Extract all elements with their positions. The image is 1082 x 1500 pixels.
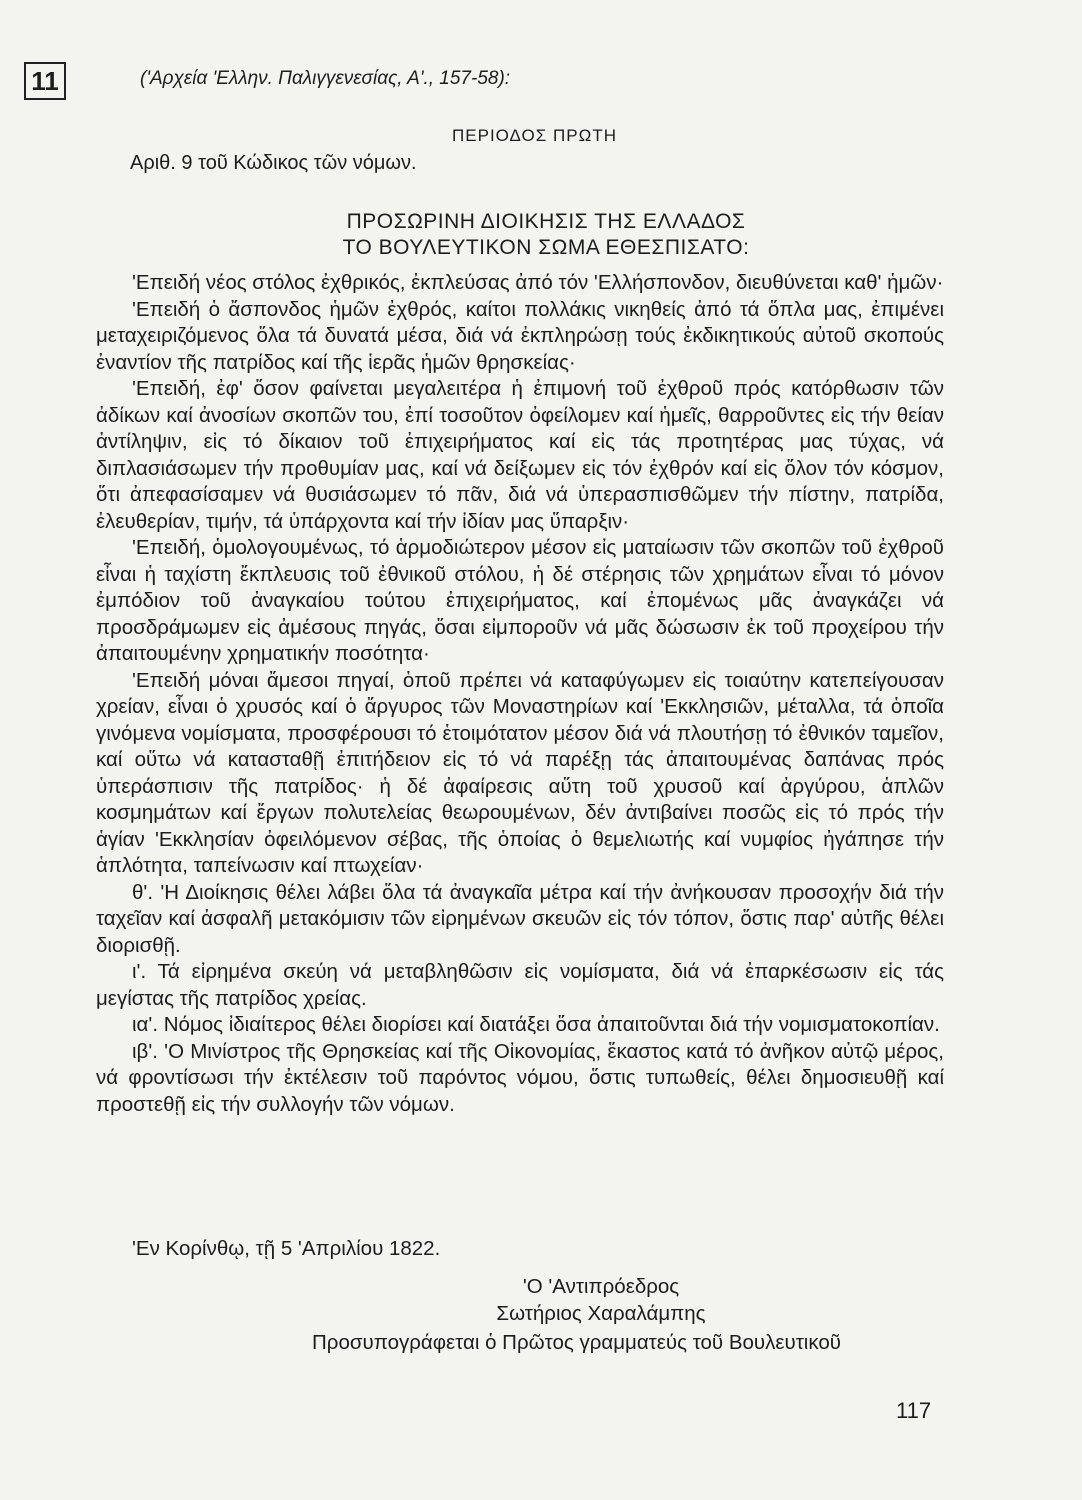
paragraph: 'Επειδή, ὁμολογουμένως, τό ἁρμοδιώτερον μέσον εἰς ματαίωσιν τῶν σκοπῶν τοῦ ἐχθροῦ εἶναι ἡ ταχίστη ἔκπλευσις τοῦ ἐθνικοῦ στόλου, ἡ δέ στέρησις τῶν χρημάτων εἶναι τό μόνον ἐμπόδιον τοῦ ἀναγκαίου τούτου ἐπιχειρήματος, καί ἐπομένως μᾶς ἀναγκάζει νά προσδράμωμεν εἰς ἀμέσους πηγάς, ὅσαι εἰμποροῦν νά μᾶς δώσωσιν ἐκ τοῦ προχείρου τήν ἀπαιτουμένην χρηματικήν ποσότητα· (96, 536, 944, 665)
countersignature: Προσυπογράφεται ὁ Πρῶτος γραμματεύς τοῦ Βουλευτικοῦ (312, 1331, 841, 1354)
paragraph: ι'. Τά εἰρημένα σκεύη νά μεταβληθῶσιν εἰς νομίσματα, διά νά ἐπαρκέσωσιν εἰς τάς μεγίστας τῆς πατρίδος χρείας. (96, 960, 944, 1010)
heading-government: ΠΡΟΣΩΡΙΝΗ ΔΙΟΙΚΗΣΙΣ ΤΗΣ ΕΛΛΑΔΟΣ (346, 210, 746, 233)
code-reference: Αριθ. 9 τοῦ Κώδικος τῶν νόμων. (130, 152, 417, 174)
section-number-box: 11 (24, 62, 66, 100)
paragraph: ιβ'. 'Ο Μινίστρος τῆς Θρησκείας καί τῆς Οἰκονομίας, ἕκαστος κατά τό ἀνῆκον αὐτῷ μέρος, νά φροντίσωσι τήν ἐκτέλεσιν τοῦ παρόντος νόμου, ὅστις τυπωθείς, θέλει δημοσιευθῇ καί προστεθῇ εἰς τήν συλλογήν τῶν νόμων. (96, 1039, 944, 1116)
signature-name: Σωτήριος Χαραλάμπης (496, 1302, 706, 1325)
document-body (96, 270, 944, 1118)
paragraph: 'Επειδή ὁ ἄσπονδος ἡμῶν ἐχθρός, καίτοι πολλάκις νικηθείς ἀπό τά ὅπλα μας, ἐπιμένει μεταχειριζόμενος ὅλα τά δυνατά μέσα, διά νά ἐκπληρώσῃ τούς ἐκδικητικούς αὐτοῦ σκοπούς ἐναντίον τῆς πατρίδος καί τῆς ἱερᾶς ἡμῶν θρησκείας· (96, 297, 944, 374)
date-line: 'Εν Κορίνθῳ, τῇ 5 'Απριλίου 1822. (132, 1237, 441, 1260)
signature-title: 'Ο 'Αντιπρόεδρος (522, 1275, 680, 1298)
page-number: 117 (896, 1398, 932, 1423)
paragraph: 'Επειδή, ἐφ' ὅσον φαίνεται μεγαλειτέρα ἡ ἐπιμονή τοῦ ἐχθροῦ πρός κατόρθωσιν τῶν ἀδίκων καί ἀνοσίων σκοπῶν του, ἐπί τοσοῦτον ὀφείλομεν καί ἡμεῖς, θαρροῦντες εἰς τήν θείαν ἀντίληψιν, εἰς τό δίκαιον τοῦ ἐπιχειρήματος καί εἰς τάς προτητέρας μας τύχας, νά διπλασιάσωμεν τήν προθυμίαν μας, καί νά δείξωμεν εἰς τόν ἐχθρόν καί εἰς ὅλον τόν κόσμον, ὅτι ἀπεφασίσαμεν νά θυσιάσωμεν τό πᾶν, διά νά ὑπερασπισθῶμεν τήν πίστην, πατρίδα, ἐλευθερίαν, τιμήν, τά ὑπάρχοντα καί τήν ἰδίαν μας ὕπαρξιν· (96, 377, 944, 533)
paragraph: 'Επειδή νέος στόλος ἐχθρικός, ἐκπλεύσας ἀπό τόν 'Ελλήσπονδον, διευθύνεται καθ' ἡμῶν· (132, 271, 944, 294)
heading-decree: ΤΟ ΒΟΥΛΕΥΤΙΚΟΝ ΣΩΜΑ ΕΘΕΣΠΙΣΑΤΟ: (342, 236, 750, 259)
paragraph: θ'. 'Η Διοίκησις θέλει λάβει ὅλα τά ἀναγκαῖα μέτρα καί τήν ἀνήκουσαν προσοχήν διά τήν ταχεῖαν καί ἀσφαλῆ μετακόμισιν τῶν εἰρημένων σκευῶν εἰς τόν τόπον, ὅστις παρ' αὐτῆς θέλει διορισθῇ. (96, 880, 944, 957)
source-citation: ('Αρχεία 'Ελλην. Παλιγγενεσίας, Α'., 157-58): (140, 68, 511, 89)
period-label: ΠΕΡΙΟΔΟΣ ΠΡΩΤΗ (452, 126, 617, 145)
paragraph: ια'. Νόμος ἰδιαίτερος θέλει διορίσει καί διατάξει ὅσα ἀπαιτοῦνται διά τήν νομισματοκοπίαν. (132, 1013, 940, 1036)
paragraph: 'Επειδή μόναι ἄμεσοι πηγαί, ὁποῦ πρέπει νά καταφύγωμεν εἰς τοιαύτην κατεπείγουσαν χρείαν, εἶναι ὁ χρυσός καί ὁ ἄργυρος τῶν Μοναστηρίων καί 'Εκκλησιῶν, μέταλλα, τά ὁποῖα γινόμενα νομίσματα, προσφέρουσι τό ἑτοιμότατον μέσον διά νά πλουτήσῃ τό ἐθνικόν ταμεῖον, καί οὕτω νά κατασταθῇ ἐπιτήδειον εἰς τό νά παρέξῃ τάς ἀπαιτουμένας δαπάνας πρός ὑπεράσπισιν τῆς πατρίδος· ἡ δέ ἀφαίρεσις αὕτη τοῦ χρυσοῦ καί ἀργύρου, ἁπλῶν κοσμημάτων καί ἔργων πολυτελείας θεωρουμένων, δέν ἀντιβαίνει ποσῶς εἰς τό πρός τήν ἁγίαν 'Εκκλησίαν ὀφειλόμενον σέβας, τῆς ὁποίας ὁ θεμελιωτής καί νυμφίος ἠγάπησε τήν ἁπλότητα, ταπείνωσιν καί πτωχείαν· (96, 668, 944, 877)
